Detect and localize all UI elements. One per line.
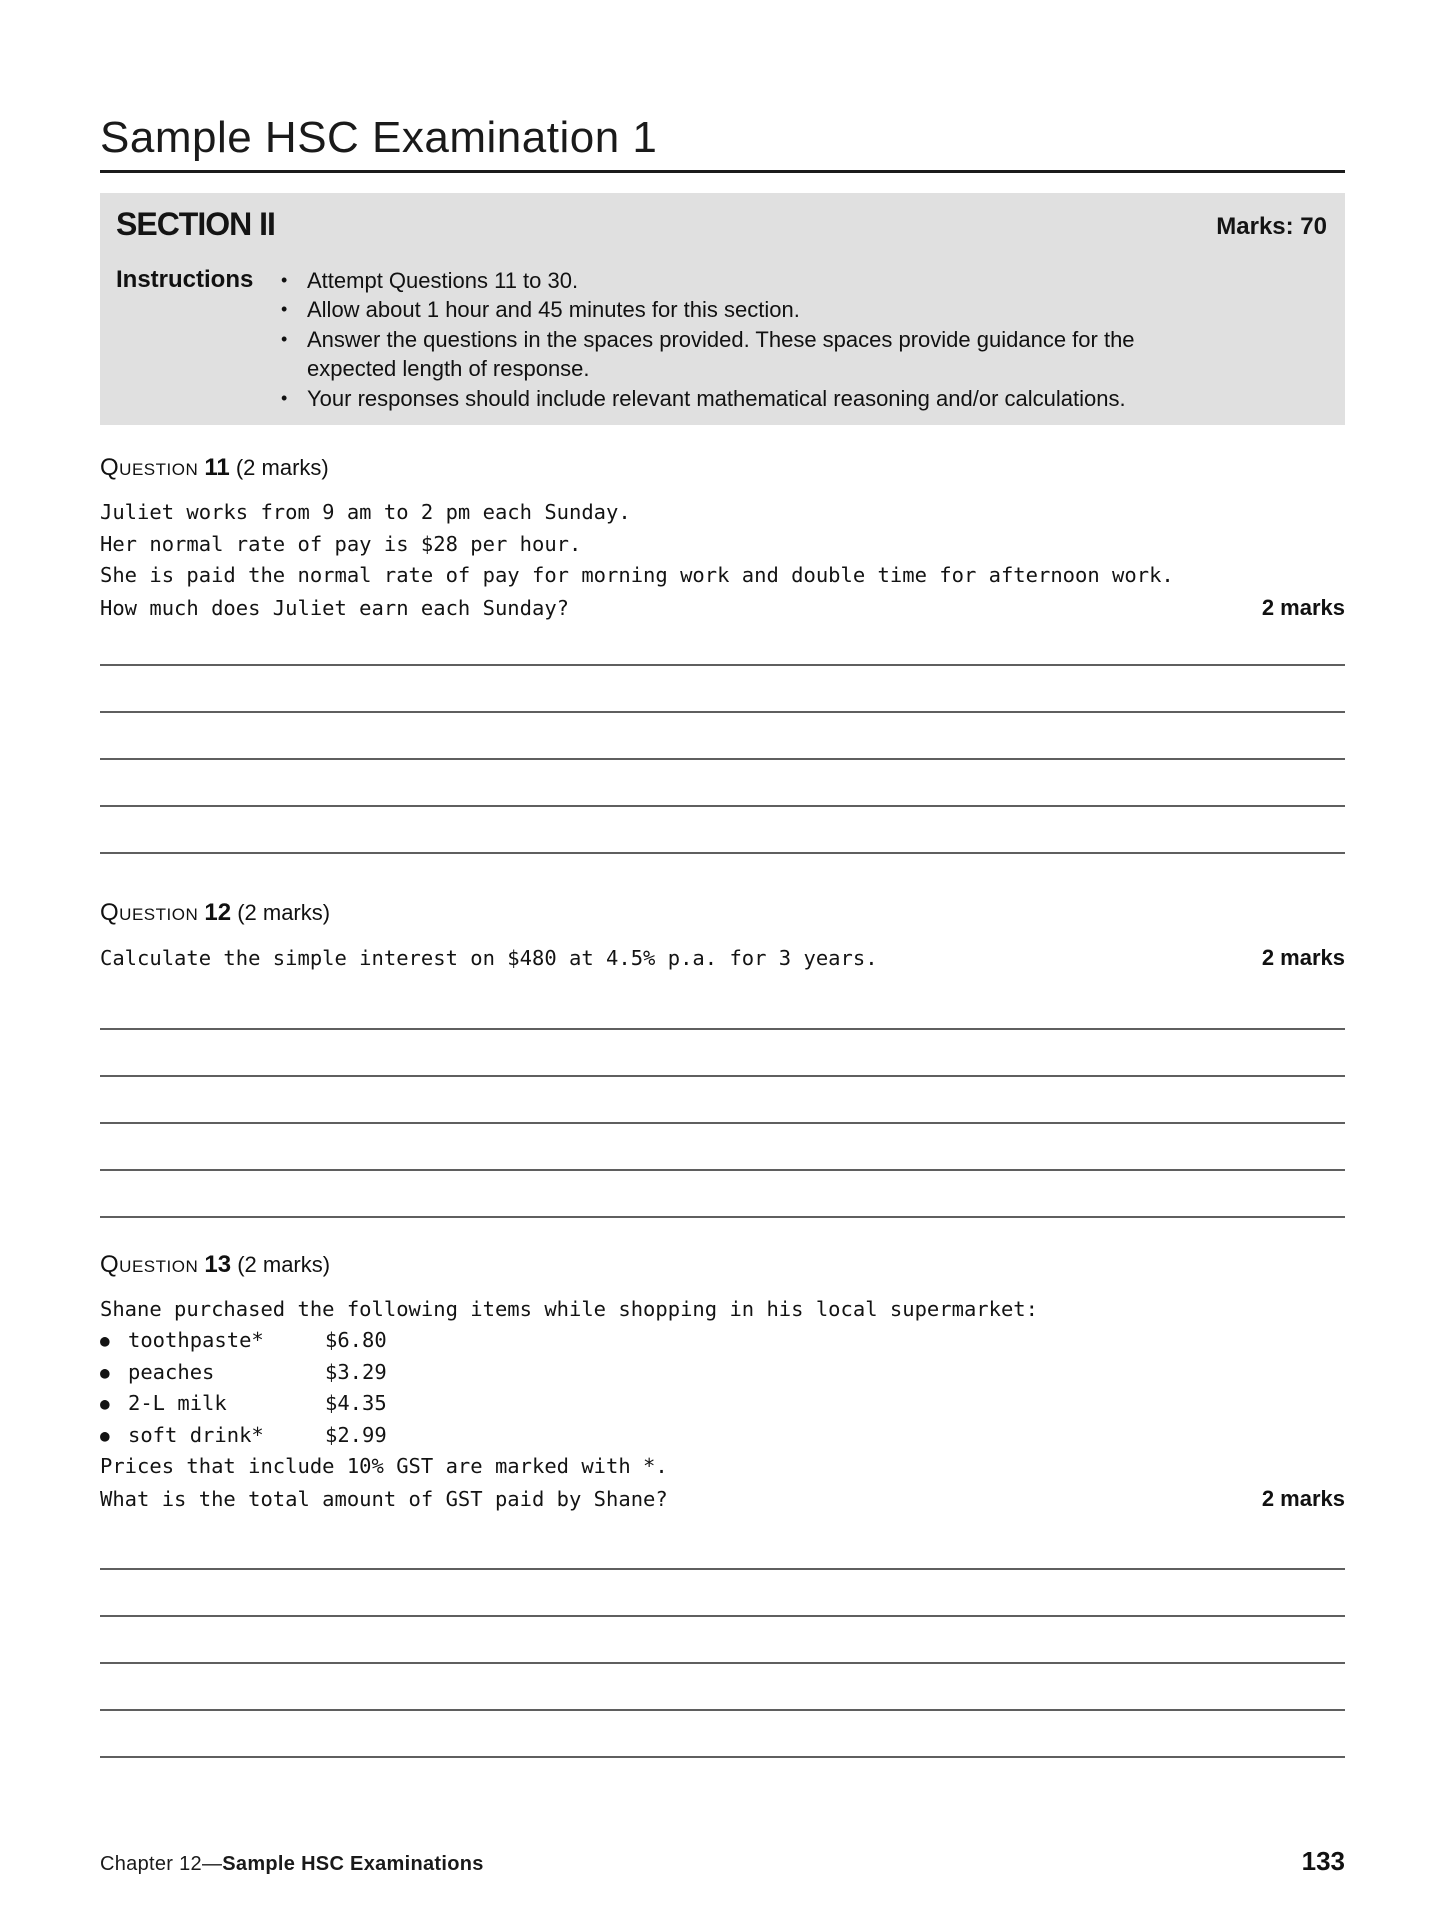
page-footer xyxy=(100,1846,1345,1877)
question-marks-suffix: (2 marks) xyxy=(235,455,329,481)
instruction-text: Allow about 1 hour and 45 minutes for this section. xyxy=(307,297,800,323)
question-text-line: Calculate the simple interest on $480 at 4.5% p.a. for 3 years. xyxy=(100,946,878,971)
answer-line xyxy=(100,1171,1345,1218)
item-price: $3.29 xyxy=(325,1359,387,1384)
marks-badge: 2 marks xyxy=(1261,1485,1345,1511)
question-text-line: Her normal rate of pay is $28 per hour. xyxy=(100,531,582,556)
footer-chapter xyxy=(100,1853,484,1876)
answer-line xyxy=(100,760,1345,807)
question-marks-suffix: (2 marks) xyxy=(237,900,331,926)
bullet-icon: • xyxy=(281,299,288,320)
bullet-icon: • xyxy=(281,269,288,290)
answer-line xyxy=(100,807,1345,854)
question-12-header xyxy=(100,900,1345,926)
question-11-header xyxy=(100,455,1345,481)
footer-chapter-title: Sample HSC Examinations xyxy=(222,1853,484,1875)
item-name: toothpaste* xyxy=(128,1328,264,1353)
question-text-line: Shane purchased the following items while shopping in his local supermarket: xyxy=(100,1296,1038,1321)
footer-chapter-prefix: Chapter 12— xyxy=(100,1853,223,1875)
page-number: 133 xyxy=(1301,1846,1345,1876)
item-price: $2.99 xyxy=(325,1422,387,1447)
answer-lines-q11 xyxy=(100,632,1345,854)
instruction-text: Attempt Questions 11 to 30. xyxy=(307,267,579,293)
bullet-icon: ● xyxy=(100,1394,110,1414)
question-label: Question xyxy=(100,454,199,482)
item-name: soft drink* xyxy=(128,1422,264,1447)
question-label: Question xyxy=(100,899,199,927)
instruction-text: Your responses should include relevant mathematical reasoning and/or calculations. xyxy=(307,385,1126,411)
item-name: 2-L milk xyxy=(128,1391,227,1416)
answer-line xyxy=(100,1124,1345,1171)
answer-line xyxy=(100,1711,1345,1758)
question-11 xyxy=(100,455,1345,854)
item-name: peaches xyxy=(128,1359,215,1384)
shopping-item xyxy=(100,1325,1345,1357)
answer-line xyxy=(100,1664,1345,1711)
answer-lines-q12 xyxy=(100,983,1345,1218)
bullet-icon: • xyxy=(281,387,288,408)
question-text-line: What is the total amount of GST paid by Shane? xyxy=(100,1486,668,1511)
item-price: $4.35 xyxy=(325,1391,387,1416)
answer-line xyxy=(100,666,1345,713)
answer-line xyxy=(100,1030,1345,1077)
item-price: $6.80 xyxy=(325,1328,387,1353)
question-13-header xyxy=(100,1252,1345,1278)
answer-line xyxy=(100,632,1345,666)
question-text-line: Juliet works from 9 am to 2 pm each Sunday. xyxy=(100,500,631,525)
instruction-item xyxy=(281,325,1161,384)
question-marks-suffix: (2 marks) xyxy=(237,1251,331,1277)
question-12 xyxy=(100,900,1345,1218)
bullet-icon: ● xyxy=(100,1425,110,1445)
question-label: Question xyxy=(100,1250,199,1278)
title-divider xyxy=(100,170,1345,173)
instructions-bullet-list xyxy=(281,266,1161,414)
question-number: 12 xyxy=(204,899,232,927)
answer-line xyxy=(100,1077,1345,1124)
question-number: 11 xyxy=(204,454,230,482)
question-text-line: Prices that include 10% GST are marked with *. xyxy=(100,1454,668,1479)
instruction-item xyxy=(281,295,1161,325)
section-instructions-box xyxy=(100,193,1345,426)
answer-line xyxy=(100,983,1345,1030)
question-text-line: She is paid the normal rate of pay for morning work and double time for afternoon work. xyxy=(100,563,1174,588)
bullet-icon: ● xyxy=(100,1331,110,1351)
bullet-icon: • xyxy=(281,328,288,349)
instruction-item xyxy=(281,384,1161,414)
instruction-item xyxy=(281,266,1161,296)
section-title: SECTION II xyxy=(116,205,275,242)
shopping-item xyxy=(100,1420,1345,1452)
marks-badge: 2 marks xyxy=(1261,594,1345,620)
marks-badge: 2 marks xyxy=(1261,945,1345,971)
section-marks-total: Marks: 70 xyxy=(1216,212,1327,240)
answer-line xyxy=(100,1570,1345,1617)
shopping-item xyxy=(100,1388,1345,1420)
shopping-item xyxy=(100,1357,1345,1389)
instruction-text: Answer the questions in the spaces provided. These spaces provide guidance for the expected length of response. xyxy=(307,326,1135,382)
answer-line xyxy=(100,713,1345,760)
bullet-icon: ● xyxy=(100,1362,110,1382)
answer-line xyxy=(100,1617,1345,1664)
page-title: Sample HSC Examination 1 xyxy=(100,113,658,162)
instructions-label: Instructions xyxy=(116,265,254,293)
answer-lines-q13 xyxy=(100,1523,1345,1758)
question-13 xyxy=(100,1252,1345,1759)
question-text-line: How much does Juliet earn each Sunday? xyxy=(100,595,569,620)
question-number: 13 xyxy=(204,1250,232,1278)
answer-line xyxy=(100,1523,1345,1570)
